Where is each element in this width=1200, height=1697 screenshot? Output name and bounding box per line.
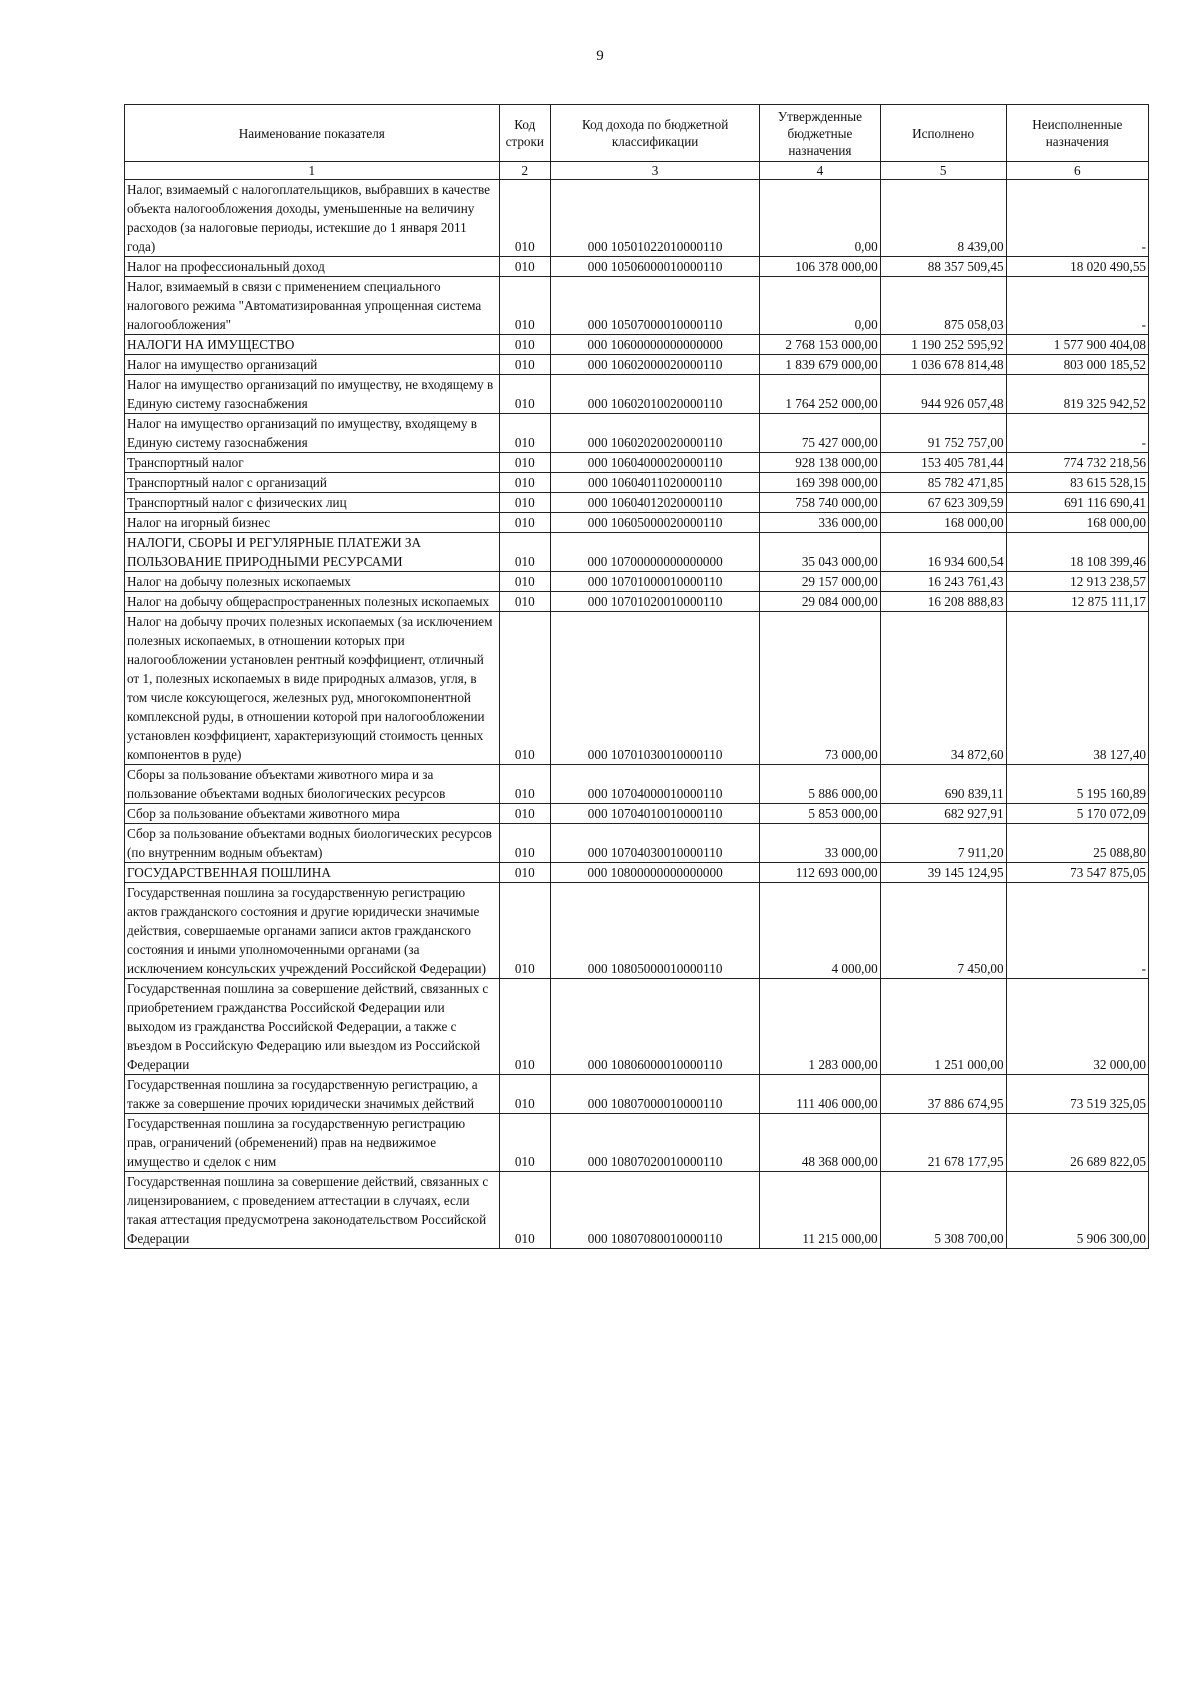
cell-name: Налог на имущество организаций по имуществу, не входящему в Единую систему газоснабжения <box>125 375 500 414</box>
table-row <box>125 979 1149 1075</box>
cell-kbk: 000 10507000010000110 <box>551 277 760 335</box>
cell-name: Государственная пошлина за государственную регистрацию, а также за совершение прочих юридически значимых действий <box>125 1075 500 1114</box>
cell-executed: 168 000,00 <box>880 513 1006 533</box>
cell-kbk: 000 10701020010000110 <box>551 592 760 612</box>
cell-executed: 1 190 252 595,92 <box>880 335 1006 355</box>
cell-executed: 944 926 057,48 <box>880 375 1006 414</box>
cell-name: Налог на имущество организаций по имуществу, входящему в Единую систему газоснабжения <box>125 414 500 453</box>
cell-approved: 75 427 000,00 <box>760 414 880 453</box>
cell-code: 010 <box>499 572 550 592</box>
cell-approved: 48 368 000,00 <box>760 1114 880 1172</box>
cell-unexecuted: 819 325 942,52 <box>1006 375 1148 414</box>
cell-code: 010 <box>499 804 550 824</box>
cell-approved: 758 740 000,00 <box>760 493 880 513</box>
cell-unexecuted: 18 108 399,46 <box>1006 533 1148 572</box>
cell-approved: 29 084 000,00 <box>760 592 880 612</box>
page-number: 9 <box>596 48 604 64</box>
cell-approved: 112 693 000,00 <box>760 863 880 883</box>
table-row <box>125 883 1149 979</box>
cell-unexecuted: - <box>1006 883 1148 979</box>
column-number: 3 <box>551 162 760 180</box>
table-row <box>125 572 1149 592</box>
cell-executed: 88 357 509,45 <box>880 257 1006 277</box>
cell-approved: 5 853 000,00 <box>760 804 880 824</box>
cell-executed: 16 934 600,54 <box>880 533 1006 572</box>
cell-approved: 111 406 000,00 <box>760 1075 880 1114</box>
column-number: 6 <box>1006 162 1148 180</box>
cell-unexecuted: - <box>1006 180 1148 257</box>
cell-name: Транспортный налог <box>125 453 500 473</box>
cell-approved: 33 000,00 <box>760 824 880 863</box>
cell-kbk: 000 10704030010000110 <box>551 824 760 863</box>
table-row <box>125 335 1149 355</box>
budget-execution-table <box>124 104 1149 1249</box>
cell-kbk: 000 10604011020000110 <box>551 473 760 493</box>
cell-name: Государственная пошлина за государственную регистрацию прав, ограничений (обременений) прав на недвижимое имущество и сделок с ним <box>125 1114 500 1172</box>
cell-unexecuted: 5 195 160,89 <box>1006 765 1148 804</box>
cell-code: 010 <box>499 335 550 355</box>
table-row <box>125 765 1149 804</box>
cell-unexecuted: 803 000 185,52 <box>1006 355 1148 375</box>
cell-executed: 16 208 888,83 <box>880 592 1006 612</box>
cell-unexecuted: 691 116 690,41 <box>1006 493 1148 513</box>
cell-executed: 85 782 471,85 <box>880 473 1006 493</box>
cell-kbk: 000 10602010020000110 <box>551 375 760 414</box>
cell-name: Налог на имущество организаций <box>125 355 500 375</box>
header-code: Код строки <box>499 105 550 162</box>
cell-kbk: 000 10805000010000110 <box>551 883 760 979</box>
cell-name: НАЛОГИ НА ИМУЩЕСТВО <box>125 335 500 355</box>
cell-approved: 35 043 000,00 <box>760 533 880 572</box>
cell-executed: 875 058,03 <box>880 277 1006 335</box>
table-row <box>125 1114 1149 1172</box>
cell-approved: 928 138 000,00 <box>760 453 880 473</box>
table-row <box>125 863 1149 883</box>
cell-name: Государственная пошлина за совершение действий, связанных с лицензированием, с проведением аттестации в случаях, если такая аттестация предусмотрена законодательством Российской Федерации <box>125 1172 500 1249</box>
cell-unexecuted: 12 875 111,17 <box>1006 592 1148 612</box>
cell-kbk: 000 10701000010000110 <box>551 572 760 592</box>
cell-name: Сбор за пользование объектами животного мира <box>125 804 500 824</box>
header-unexecuted: Неисполненные назначения <box>1006 105 1148 162</box>
column-number-row <box>125 162 1149 180</box>
cell-executed: 39 145 124,95 <box>880 863 1006 883</box>
cell-approved: 1 764 252 000,00 <box>760 375 880 414</box>
table-row <box>125 824 1149 863</box>
cell-approved: 11 215 000,00 <box>760 1172 880 1249</box>
cell-kbk: 000 10700000000000000 <box>551 533 760 572</box>
cell-kbk: 000 10605000020000110 <box>551 513 760 533</box>
cell-executed: 682 927,91 <box>880 804 1006 824</box>
table-row <box>125 453 1149 473</box>
cell-code: 010 <box>499 473 550 493</box>
cell-unexecuted: 774 732 218,56 <box>1006 453 1148 473</box>
cell-unexecuted: 32 000,00 <box>1006 979 1148 1075</box>
cell-code: 010 <box>499 453 550 473</box>
cell-code: 010 <box>499 883 550 979</box>
cell-name: Налог, взимаемый в связи с применением специального налогового режима "Автоматизированная упрощенная система налогообложения" <box>125 277 500 335</box>
cell-name: Государственная пошлина за совершение действий, связанных с приобретением гражданства Российской Федерации или выходом из гражданства Российской Федерации, а также с въездом в Российскую Федерацию или выездом из Российской Федерации <box>125 979 500 1075</box>
cell-kbk: 000 10807080010000110 <box>551 1172 760 1249</box>
cell-unexecuted: - <box>1006 277 1148 335</box>
cell-name: Транспортный налог с организаций <box>125 473 500 493</box>
cell-approved: 5 886 000,00 <box>760 765 880 804</box>
cell-executed: 1 251 000,00 <box>880 979 1006 1075</box>
cell-approved: 336 000,00 <box>760 513 880 533</box>
cell-executed: 34 872,60 <box>880 612 1006 765</box>
cell-kbk: 000 10807000010000110 <box>551 1075 760 1114</box>
cell-code: 010 <box>499 979 550 1075</box>
column-number: 2 <box>499 162 550 180</box>
table-body <box>125 180 1149 1249</box>
cell-kbk: 000 10800000000000000 <box>551 863 760 883</box>
table-row <box>125 277 1149 335</box>
cell-executed: 8 439,00 <box>880 180 1006 257</box>
cell-executed: 7 450,00 <box>880 883 1006 979</box>
cell-unexecuted: 83 615 528,15 <box>1006 473 1148 493</box>
header-approved: Утвержденные бюджетные назначения <box>760 105 880 162</box>
cell-approved: 0,00 <box>760 277 880 335</box>
cell-unexecuted: 73 547 875,05 <box>1006 863 1148 883</box>
cell-kbk: 000 10604012020000110 <box>551 493 760 513</box>
cell-approved: 0,00 <box>760 180 880 257</box>
cell-executed: 7 911,20 <box>880 824 1006 863</box>
cell-code: 010 <box>499 355 550 375</box>
cell-kbk: 000 10604000020000110 <box>551 453 760 473</box>
cell-kbk: 000 10807020010000110 <box>551 1114 760 1172</box>
cell-executed: 16 243 761,43 <box>880 572 1006 592</box>
cell-name: Налог на добычу общераспространенных полезных ископаемых <box>125 592 500 612</box>
cell-unexecuted: 38 127,40 <box>1006 612 1148 765</box>
cell-code: 010 <box>499 277 550 335</box>
table-row <box>125 375 1149 414</box>
cell-name: Налог на добычу прочих полезных ископаемых (за исключением полезных ископаемых, в отношении которых при налогообложении установлен рентный коэффициент, отличный от 1, полезных ископаемых в виде природных алмазов, угля, в том числе коксующегося, железных руд, многокомпонентной комплексной руды, в отношении которой при налогообложении установлен коэффициент, характеризующий стоимость ценных компонентов в руде) <box>125 612 500 765</box>
cell-approved: 2 768 153 000,00 <box>760 335 880 355</box>
cell-code: 010 <box>499 765 550 804</box>
cell-code: 010 <box>499 1114 550 1172</box>
cell-name: Государственная пошлина за государственную регистрацию актов гражданского состояния и другие юридически значимые действия, совершаемые органами записи актов гражданского состояния и иными уполномоченными органами (за исключением консульских учреждений Российской Федерации) <box>125 883 500 979</box>
table-header-row <box>125 105 1149 162</box>
cell-code: 010 <box>499 824 550 863</box>
table-row <box>125 414 1149 453</box>
cell-code: 010 <box>499 1075 550 1114</box>
cell-unexecuted: 5 170 072,09 <box>1006 804 1148 824</box>
table-row <box>125 513 1149 533</box>
cell-kbk: 000 10501022010000110 <box>551 180 760 257</box>
cell-approved: 1 839 679 000,00 <box>760 355 880 375</box>
cell-code: 010 <box>499 493 550 513</box>
cell-executed: 690 839,11 <box>880 765 1006 804</box>
cell-kbk: 000 10602000020000110 <box>551 355 760 375</box>
cell-unexecuted: 1 577 900 404,08 <box>1006 335 1148 355</box>
cell-kbk: 000 10600000000000000 <box>551 335 760 355</box>
cell-approved: 73 000,00 <box>760 612 880 765</box>
cell-code: 010 <box>499 414 550 453</box>
cell-unexecuted: 73 519 325,05 <box>1006 1075 1148 1114</box>
column-number: 1 <box>125 162 500 180</box>
table-row <box>125 180 1149 257</box>
cell-executed: 5 308 700,00 <box>880 1172 1006 1249</box>
cell-code: 010 <box>499 863 550 883</box>
cell-code: 010 <box>499 533 550 572</box>
cell-name: Транспортный налог с физических лиц <box>125 493 500 513</box>
table-row <box>125 612 1149 765</box>
table-row <box>125 493 1149 513</box>
header-kbk: Код дохода по бюджетной классификации <box>551 105 760 162</box>
table-row <box>125 592 1149 612</box>
table-row <box>125 473 1149 493</box>
cell-name: НАЛОГИ, СБОРЫ И РЕГУЛЯРНЫЕ ПЛАТЕЖИ ЗА ПОЛЬЗОВАНИЕ ПРИРОДНЫМИ РЕСУРСАМИ <box>125 533 500 572</box>
cell-name: Сбор за пользование объектами водных биологических ресурсов (по внутренним водным объектам) <box>125 824 500 863</box>
cell-code: 010 <box>499 592 550 612</box>
cell-executed: 21 678 177,95 <box>880 1114 1006 1172</box>
cell-approved: 106 378 000,00 <box>760 257 880 277</box>
column-number: 5 <box>880 162 1006 180</box>
cell-code: 010 <box>499 180 550 257</box>
cell-name: Налог, взимаемый с налогоплательщиков, выбравших в качестве объекта налогообложения доходы, уменьшенные на величину расходов (за налоговые периоды, истекшие до 1 января 2011 года) <box>125 180 500 257</box>
cell-unexecuted: 18 020 490,55 <box>1006 257 1148 277</box>
table-row <box>125 355 1149 375</box>
cell-kbk: 000 10806000010000110 <box>551 979 760 1075</box>
table-row <box>125 1075 1149 1114</box>
cell-approved: 169 398 000,00 <box>760 473 880 493</box>
cell-approved: 29 157 000,00 <box>760 572 880 592</box>
header-name: Наименование показателя <box>125 105 500 162</box>
cell-kbk: 000 10701030010000110 <box>551 612 760 765</box>
cell-code: 010 <box>499 612 550 765</box>
column-number: 4 <box>760 162 880 180</box>
cell-unexecuted: 12 913 238,57 <box>1006 572 1148 592</box>
cell-name: Налог на профессиональный доход <box>125 257 500 277</box>
cell-kbk: 000 10506000010000110 <box>551 257 760 277</box>
cell-unexecuted: 25 088,80 <box>1006 824 1148 863</box>
table-row <box>125 533 1149 572</box>
cell-kbk: 000 10602020020000110 <box>551 414 760 453</box>
cell-code: 010 <box>499 1172 550 1249</box>
cell-name: Налог на игорный бизнес <box>125 513 500 533</box>
cell-executed: 37 886 674,95 <box>880 1075 1006 1114</box>
cell-code: 010 <box>499 513 550 533</box>
cell-name: Сборы за пользование объектами животного мира и за пользование объектами водных биологических ресурсов <box>125 765 500 804</box>
cell-executed: 153 405 781,44 <box>880 453 1006 473</box>
table-row <box>125 1172 1149 1249</box>
cell-name: ГОСУДАРСТВЕННАЯ ПОШЛИНА <box>125 863 500 883</box>
cell-kbk: 000 10704010010000110 <box>551 804 760 824</box>
cell-name: Налог на добычу полезных ископаемых <box>125 572 500 592</box>
cell-unexecuted: 26 689 822,05 <box>1006 1114 1148 1172</box>
table-row <box>125 804 1149 824</box>
cell-executed: 67 623 309,59 <box>880 493 1006 513</box>
table-row <box>125 257 1149 277</box>
cell-code: 010 <box>499 257 550 277</box>
cell-approved: 4 000,00 <box>760 883 880 979</box>
cell-code: 010 <box>499 375 550 414</box>
cell-unexecuted: - <box>1006 414 1148 453</box>
cell-executed: 91 752 757,00 <box>880 414 1006 453</box>
cell-unexecuted: 5 906 300,00 <box>1006 1172 1148 1249</box>
cell-unexecuted: 168 000,00 <box>1006 513 1148 533</box>
header-executed: Исполнено <box>880 105 1006 162</box>
cell-executed: 1 036 678 814,48 <box>880 355 1006 375</box>
cell-approved: 1 283 000,00 <box>760 979 880 1075</box>
cell-kbk: 000 10704000010000110 <box>551 765 760 804</box>
